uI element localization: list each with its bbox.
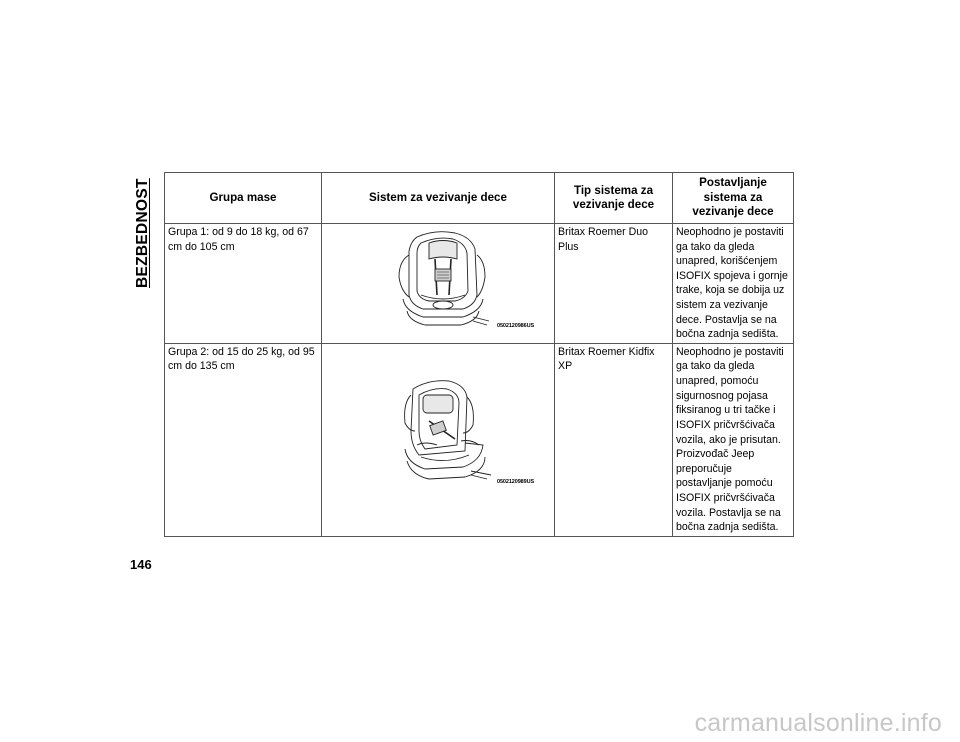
table-row (165, 224, 794, 344)
page-number: 146 (130, 557, 152, 572)
image-code: 0502120986US (497, 323, 535, 329)
image-code: 0502120989US (497, 478, 535, 485)
cell-installation: Neophodno je postaviti ga tako da gleda unapred, korišćenjem ISOFIX spojeva i gornje trake, koja se dobija uz sistem za vezivanje dece. Postavlja se na bočna zadnja sedišta. (673, 224, 794, 344)
child-seat-kidfix-xp-illustration (325, 345, 556, 511)
cell-mass-group: Grupa 1: od 9 do 18 kg, od 67 cm do 105 cm (165, 224, 322, 344)
cell-mass-group: Grupa 2: od 15 do 25 kg, od 95 cm do 135 cm (165, 343, 322, 536)
cell-installation: Neophodno je postaviti ga tako da gleda unapred, pomoću sigurnosnog pojasa fiksiranog u tri tačke i ISOFIX pričvršćivača vozila, ako je prisutan. Proizvođač Jeep preporučuje postavljanje pomoću ISOFIX pričvršćivača vozila. Postavlja se na bočna zadnja sedišta. (673, 343, 794, 536)
watermark: carmanualsonline.info (694, 709, 942, 737)
header-system-type: Tip sistema za vezivanje dece (555, 173, 673, 224)
cell-system-type: Britax Roemer Duo Plus (555, 224, 673, 344)
section-title: BEZBEDNOST (134, 178, 151, 288)
cell-seat-image (322, 224, 555, 344)
header-installation: Postavljanje sistema za vezivanje dece (673, 173, 794, 224)
table-row (165, 343, 794, 536)
header-restraint-system: Sistem za vezivanje dece (322, 173, 555, 224)
table-header-row (165, 173, 794, 224)
cell-seat-image (322, 343, 555, 536)
child-seat-table (164, 172, 794, 537)
cell-system-type: Britax Roemer Kidfix XP (555, 343, 673, 536)
header-mass-group: Grupa mase (165, 173, 322, 224)
child-seat-duo-plus-illustration (325, 225, 556, 329)
